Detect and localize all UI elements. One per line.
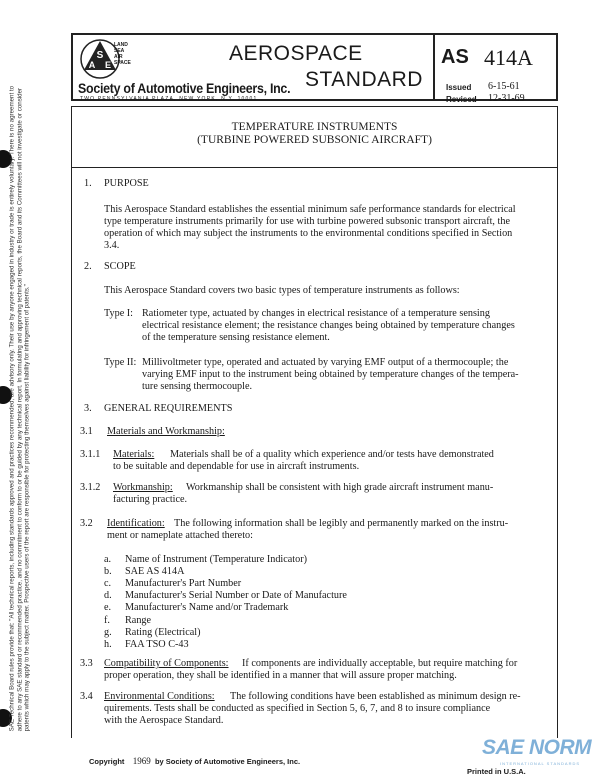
- s311-title: Materials:: [113, 449, 155, 460]
- s32-text-line: ment or nameplate attached thereto:: [107, 530, 253, 541]
- id-item-text: Range: [125, 614, 152, 626]
- printed-in: Printed in U.S.A.: [467, 767, 526, 776]
- s312-text-line: facturing practice.: [113, 494, 188, 505]
- s1-number: 1.: [84, 178, 92, 189]
- s2-number: 2.: [84, 261, 92, 272]
- s32-number: 3.2: [80, 518, 93, 529]
- side-disclaimer: SAE Technical Board rules provide that: "All technical reports, including standards approved and practices recommended, are advisory only. Their use by anyone engaged in industry or trade is entirely voluntary. There is no agreement to adhere to any SAE standard or recommended practice, and no commitment to conform to or be guided by any technical report. In formulating and approving technical reports, the Board and its Committees will not investigate or consider patents which may apply to the subject matter. Prospective users of the report are responsible for protecting themselves against liability for infringement of patents.": [8, 85, 31, 732]
- doc-number: 414A: [484, 45, 533, 70]
- s32-title: Identification:: [107, 518, 165, 529]
- revised-date: 12-31-69: [488, 93, 525, 104]
- s33-text-line: proper operation, they shall be identified in a manner that will assure proper matching.: [104, 670, 457, 681]
- type2-text-line: varying EMF input to the instrument being obtained by temperature changes of the tempera-: [142, 369, 519, 380]
- logo-letter-a: A: [88, 60, 96, 70]
- type2-text-line: ture sensing thermocouple.: [142, 381, 253, 392]
- type1-label: Type I:: [104, 308, 133, 319]
- s32-text-line: The following information shall be legibly and permanently marked on the instru-: [174, 518, 509, 529]
- copyright-label: Copyright: [89, 757, 125, 766]
- copyright: [89, 756, 300, 766]
- id-item-letter: d.: [104, 590, 112, 602]
- logo-tag-land: LAND: [114, 42, 128, 48]
- id-item-text: FAA TSO C-43: [125, 638, 189, 650]
- s1-text-line: operation of which may subject the instruments to the environmental conditions specified in Section: [104, 228, 513, 239]
- type2-label: Type II:: [104, 357, 137, 368]
- id-item-text: Manufacturer's Part Number: [125, 578, 242, 590]
- s2-text: This Aerospace Standard covers two basic types of temperature instruments as follows:: [104, 285, 460, 296]
- id-item-text: Rating (Electrical): [125, 626, 201, 638]
- id-item-text: Manufacturer's Serial Number or Date of Manufacture: [125, 590, 347, 602]
- id-item-letter: g.: [104, 626, 112, 638]
- watermark: SAE NORM: [482, 736, 592, 759]
- s312-number: 3.1.2: [80, 482, 101, 493]
- id-item-letter: b.: [104, 566, 112, 578]
- s33-text-line: If components are individually acceptable, but require matching for: [242, 658, 518, 669]
- s3-title: GENERAL REQUIREMENTS: [104, 403, 233, 414]
- s312-title: Workmanship:: [113, 482, 173, 493]
- s311-text-line: to be suitable and dependable for use in aircraft instruments.: [113, 461, 360, 472]
- org-name: Society of Automotive Engineers, Inc.: [78, 81, 291, 96]
- id-item-text: Manufacturer's Name and/or Trademark: [125, 602, 289, 614]
- title-divider: [71, 167, 558, 168]
- id-item-letter: c.: [104, 578, 112, 590]
- type1-text-line: Ratiometer type, actuated by changes in electrical resistance of a temperature sensing: [142, 308, 490, 319]
- id-item-letter: a.: [104, 554, 112, 565]
- doc-title-line1: TEMPERATURE INSTRUMENTS: [231, 121, 398, 133]
- id-item-letter: h.: [104, 638, 112, 650]
- s34-text-line: The following conditions have been established as minimum design re-: [230, 691, 521, 702]
- s34-title: Environmental Conditions:: [104, 691, 215, 702]
- issued-date: 6-15-61: [488, 81, 520, 92]
- s3-number: 3.: [84, 403, 92, 414]
- s311-text-line: Materials shall be of a quality which experience and/or tests have demonstrated: [170, 449, 494, 460]
- type2-text-line: Millivoltmeter type, operated and actuated by varying EMF output of a thermocouple; the: [142, 357, 509, 368]
- s1-text-line: 3.4.: [104, 240, 120, 251]
- logo-letter-e: E: [104, 60, 112, 70]
- id-item-letter: f.: [104, 614, 110, 626]
- s34-number: 3.4: [80, 691, 93, 702]
- s311-number: 3.1.1: [80, 449, 101, 460]
- s2-title: SCOPE: [104, 261, 136, 272]
- s34-text-line: quirements. Tests shall be conducted as specified in Section 5, 6, 7, and 8 to insure compliance: [104, 703, 491, 714]
- id-item-letter: e.: [104, 602, 112, 614]
- copyright-holder: by Society of Automotive Engineers, Inc.: [154, 757, 301, 766]
- watermark-sub: INTERNATIONAL STANDARDS: [500, 761, 581, 766]
- title-aerospace: AEROSPACE: [229, 42, 363, 65]
- s33-number: 3.3: [80, 658, 93, 669]
- logo-tag-space: SPACE: [114, 60, 131, 66]
- s1-title: PURPOSE: [104, 178, 149, 189]
- id-item-text: Name of Instrument (Temperature Indicator): [125, 554, 308, 565]
- s312-text-line: Workmanship shall be consistent with high grade aircraft instrument manu-: [186, 482, 494, 493]
- id-item-text: SAE AS 414A: [125, 566, 185, 578]
- s34-text-line: with the Aerospace Standard.: [104, 715, 224, 726]
- logo-letter-s: S: [96, 50, 104, 61]
- copyright-year: 1969: [132, 756, 151, 766]
- title-standard: STANDARD: [305, 68, 423, 91]
- s31-number: 3.1: [80, 426, 93, 437]
- type1-text-line: electrical resistance element; the resistance changes being obtained by temperature changes: [142, 320, 515, 331]
- revised-label: Revised: [446, 95, 477, 104]
- type1-text-line: of the temperature sensing resistance element.: [142, 332, 330, 343]
- s33-title: Compatibility of Components:: [104, 658, 229, 669]
- doc-prefix: AS: [441, 46, 469, 68]
- logo-tag-sea: SEA: [114, 48, 125, 54]
- logo-tag-air: AIR: [114, 54, 123, 60]
- s31-title: Materials and Workmanship:: [107, 426, 225, 437]
- doc-title-line2: (TURBINE POWERED SUBSONIC AIRCRAFT): [197, 134, 432, 146]
- org-address: TWO PENNSYLVANIA PLAZA, NEW YORK, N.Y. 10001: [80, 96, 258, 102]
- issued-label: Issued: [446, 83, 472, 92]
- s1-text-line: type temperature instruments primarily for use with turbine powered subsonic transport aircraft, the: [104, 216, 510, 227]
- s1-text-line: This Aerospace Standard establishes the essential minimum safe performance standards for electrical: [104, 204, 516, 215]
